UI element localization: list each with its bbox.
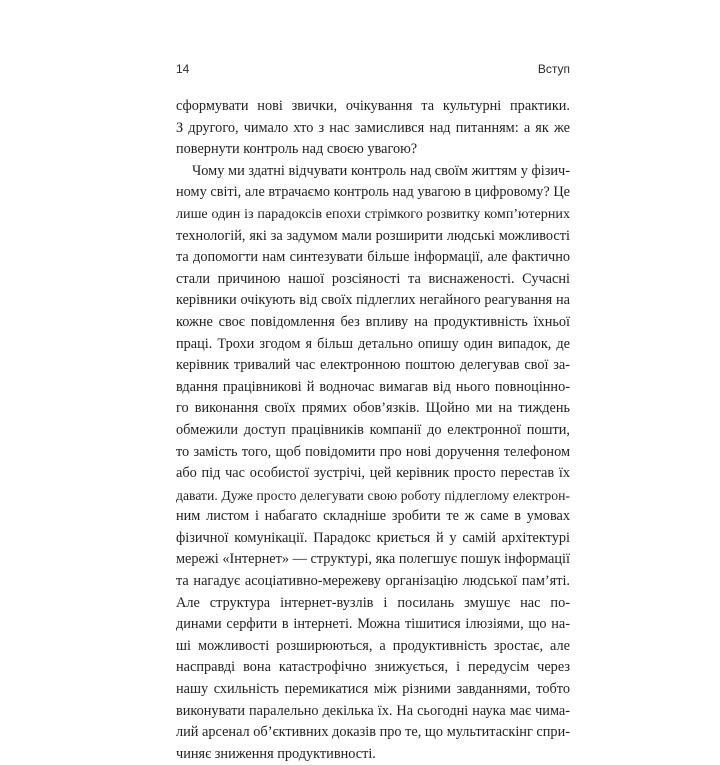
text-line: давати. Дуже просто делегувати свою роботу підлеглому електрон-: [176, 487, 570, 503]
text-line: ші можливості розширюються, а продуктивність зростає, але: [176, 637, 570, 654]
text-line: кожне своє повідомлення без впливу на продуктивність їхньої: [176, 313, 570, 330]
text-line: фізичної комунікації. Парадокс криється й у самій архітектурі: [176, 529, 570, 546]
text-line: чиняє зниження продуктивності.: [176, 745, 376, 762]
text-line: насправді вона катастрофічно знижується, і передусім через: [176, 659, 570, 676]
text-line: вдання працівникові й водночас вимагав від нього повноцінно-: [176, 378, 570, 395]
text-line: лий арсенал об’єктивних доказів про те, що мультитаскінг спри-: [176, 724, 570, 741]
text-line: виконувати паралельно декілька їх. На сьогодні наука має чима-: [176, 702, 570, 719]
text-line: керівники очікують від своїх підлеглих негайного реагування на: [176, 292, 570, 309]
text-line: нашу схильність перемикатися між різними завданнями, тобто: [176, 681, 570, 698]
text-line: ним листом і набагато складніше зробити те ж саме в умовах: [176, 508, 570, 525]
text-line: динами серфити в інтернеті. Можна тішитися ілюзіями, що на-: [176, 616, 570, 633]
text-line: праці. Трохи згодом я більш детально опишу один випадок, де: [176, 335, 570, 352]
text-line: обмежили доступ працівників компанії до електронної пошти,: [176, 421, 570, 438]
text-line: ному світі, але втрачаємо контроль над увагою в цифровому? Це: [176, 184, 570, 201]
text-line: сформувати нові звички, очікування та культурні практики.: [176, 98, 570, 114]
body-text: [176, 96, 570, 765]
text-line: то замість того, щоб повідомити про нові доручення телефоном: [176, 443, 570, 460]
text-line: та допомогти нам синтезувати більше інформації, але фактично: [176, 249, 570, 266]
text-line: технологій, які за задумом мали розширити людські можливості: [176, 227, 570, 244]
text-line: Але структура інтернет-вузлів і посилань змушує нас по-: [176, 594, 570, 611]
text-line: та нагадує асоціативно-мережеву організацію людської пам’яті.: [176, 573, 570, 590]
text-line: го виконання своїх прямих обов’язків. Щойно ми на тиждень: [176, 400, 570, 417]
section-title: Вступ: [537, 62, 570, 76]
text-line: або під час особистої зустрічі, цей керівник просто перестав їх: [176, 465, 570, 482]
text-line: повернути контроль над своєю увагою?: [176, 141, 418, 158]
text-line: Чому ми здатні відчувати контроль над своїм життям у фізич-: [192, 162, 570, 179]
text-line: керівник тривалий час електронною поштою делегував свої за-: [176, 357, 570, 374]
page-number: 14: [176, 62, 190, 76]
text-line: стали причиною нашої розсіяності та виснаженості. Сучасні: [176, 270, 570, 287]
text-line: З другого, чимало хто з нас замислився над питанням: а як же: [176, 119, 570, 136]
running-head: [176, 62, 570, 78]
text-line: лише один із парадоксів епохи стрімкого розвитку комп’ютерних: [176, 205, 570, 222]
text-line: мережі «Інтернет» — структурі, яка полегшує пошук інформації: [176, 551, 570, 568]
